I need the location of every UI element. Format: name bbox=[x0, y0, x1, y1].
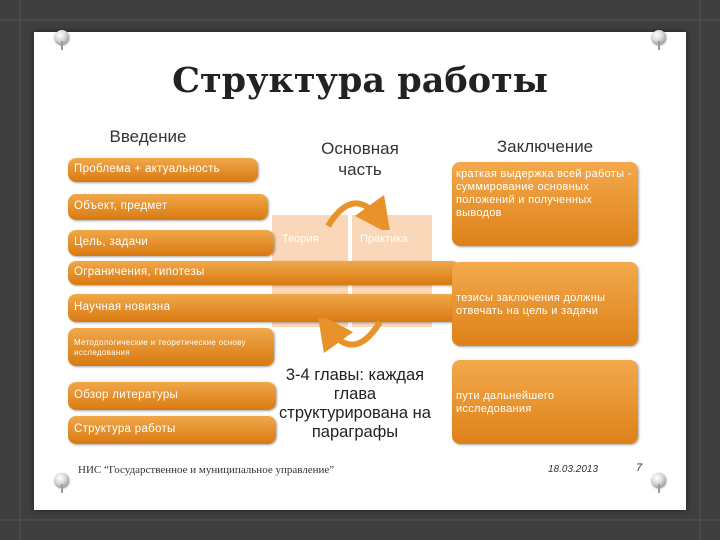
main-heading: Основная часть bbox=[321, 139, 399, 179]
practice-label: Практика bbox=[360, 233, 408, 245]
pushpin-icon bbox=[652, 30, 666, 50]
intro-heading: Введение bbox=[109, 127, 187, 146]
chapters-text: 3-4 главы: каждая глава структурирована на параграфы bbox=[279, 366, 431, 441]
intro-item: Цель, задачи bbox=[68, 230, 274, 256]
footer-source: НИС “Государственное и муниципальное управление” bbox=[78, 464, 335, 476]
theory-label: Теория bbox=[282, 233, 319, 245]
pushpin-icon bbox=[55, 473, 69, 493]
conclusion-heading: Заключение bbox=[496, 137, 594, 156]
intro-item: Методологические и теоретические основу исследования bbox=[68, 328, 274, 366]
conclusion-item: тезисы заключения должны отвечать на цель и задачи bbox=[452, 262, 638, 346]
intro-item: Научная новизна bbox=[68, 294, 458, 322]
cycle-arrow-top-icon bbox=[318, 190, 390, 230]
conclusion-item: краткая выдержка всей работы - суммирование основных положений и полученных выводов bbox=[452, 162, 638, 246]
intro-item: Проблема + актуальность bbox=[68, 158, 258, 182]
conclusion-item: пути дальнейшего исследования bbox=[452, 360, 638, 444]
pushpin-icon bbox=[652, 473, 666, 493]
cycle-arrow-bottom-icon bbox=[318, 318, 390, 358]
pushpin-icon bbox=[55, 30, 69, 50]
slide-title: Структура работы bbox=[172, 60, 548, 101]
footer-date: 18.03.2013 bbox=[548, 464, 599, 475]
intro-item: Объект, предмет bbox=[68, 194, 268, 220]
page-number: 7 bbox=[636, 462, 643, 474]
intro-item: Ограничения, гипотезы bbox=[68, 261, 460, 285]
intro-item: Обзор литературы bbox=[68, 382, 276, 410]
intro-item: Структура работы bbox=[68, 416, 276, 444]
